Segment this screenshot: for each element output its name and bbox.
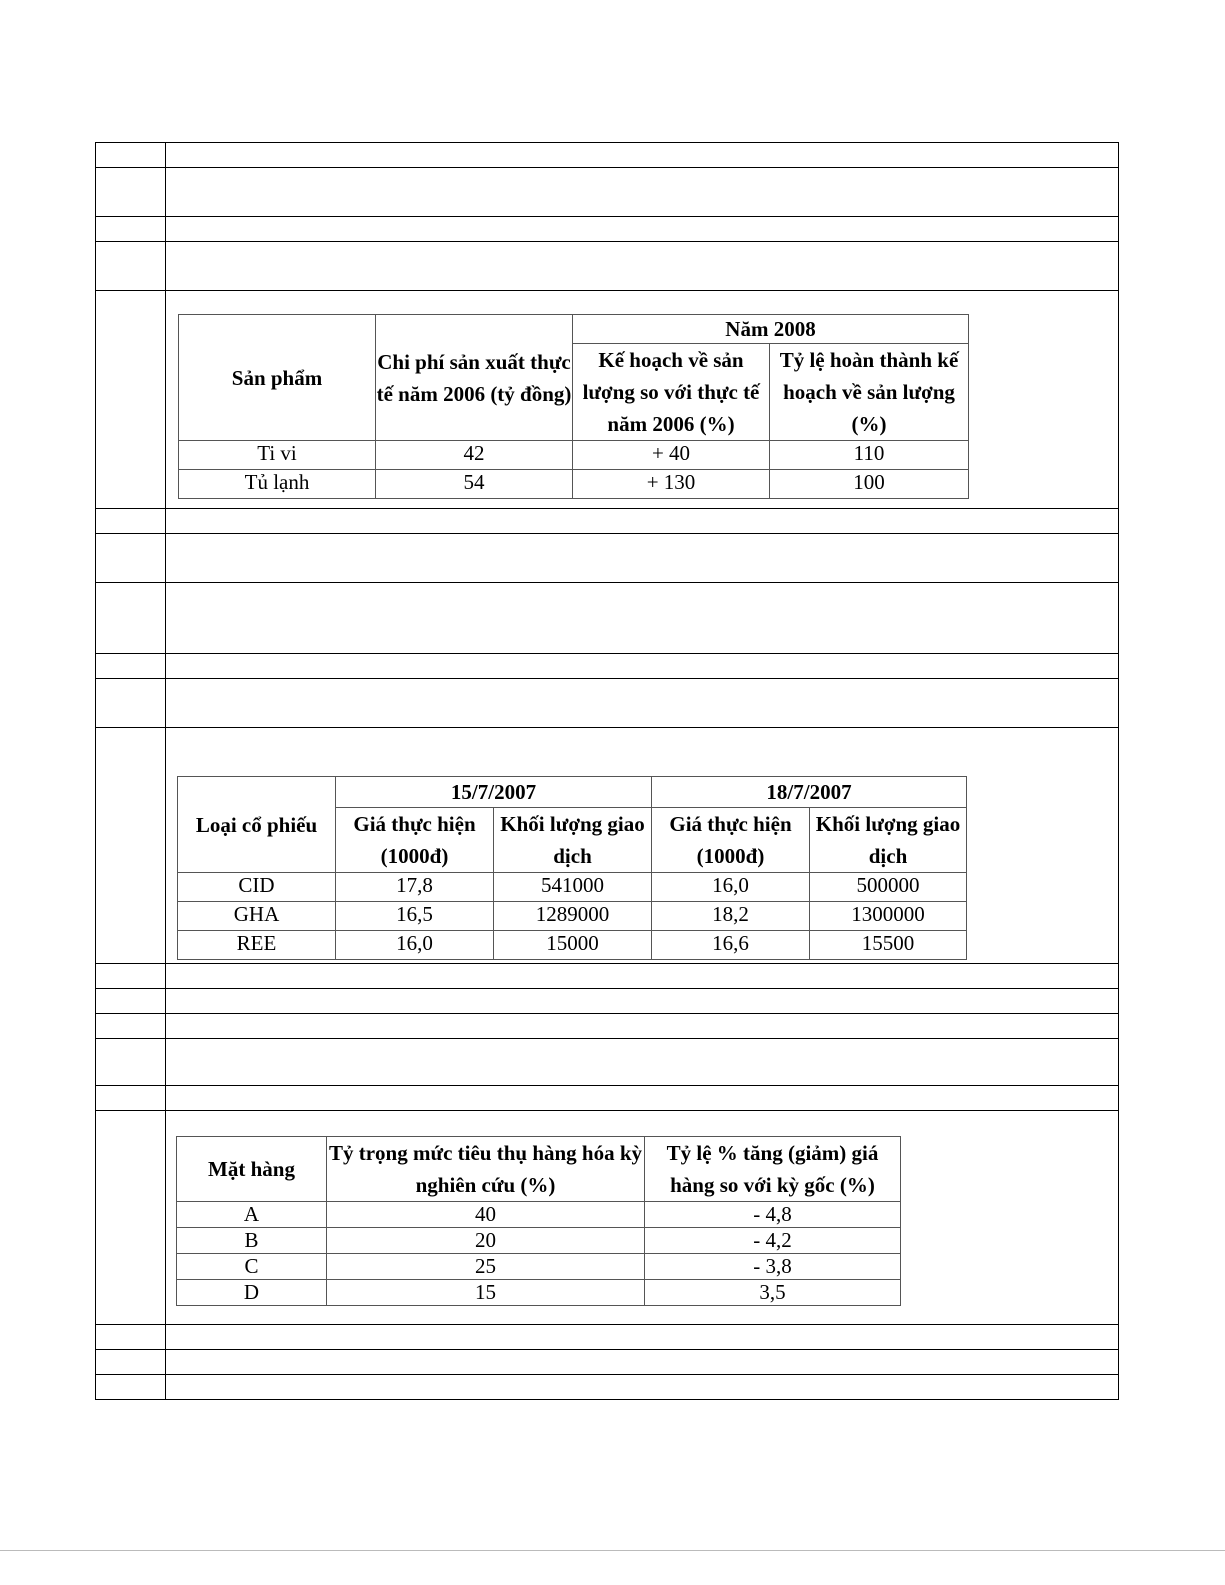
grid-row	[96, 964, 1119, 989]
grid-row	[96, 1375, 1119, 1400]
table-row: Ti vi 42 + 40 110	[179, 441, 969, 470]
page-footer-rule	[0, 1550, 1225, 1551]
grid-row	[96, 654, 1119, 679]
header-rate: Tỷ lệ hoàn thành kế hoạch về sản lượng (%)	[770, 344, 969, 441]
grid-row	[96, 679, 1119, 728]
header-share: Tỷ trọng mức tiêu thụ hàng hóa kỳ nghiên cứu (%)	[327, 1137, 645, 1202]
table-row: REE 16,0 15000 16,6 15500	[178, 931, 967, 960]
grid-row	[96, 1111, 1119, 1325]
goods-table	[176, 1136, 901, 1306]
header-price-1: Giá thực hiện (1000đ)	[336, 808, 494, 873]
outer-grid	[95, 142, 1119, 1400]
header-item: Mặt hàng	[177, 1137, 327, 1202]
header-change: Tỷ lệ % tăng (giảm) giá hàng so với kỳ gốc (%)	[645, 1137, 901, 1202]
grid-row	[96, 534, 1119, 583]
header-price-2: Giá thực hiện (1000đ)	[652, 808, 810, 873]
grid-row	[96, 583, 1119, 654]
table-row: A 40 - 4,8	[177, 1202, 901, 1228]
grid-row	[96, 1039, 1119, 1086]
grid-row	[96, 509, 1119, 534]
grid-row	[96, 143, 1119, 168]
grid-row	[96, 989, 1119, 1014]
table-row: C 25 - 3,8	[177, 1254, 901, 1280]
grid-row	[96, 242, 1119, 291]
header-date-2: 18/7/2007	[652, 777, 967, 808]
grid-row	[96, 1086, 1119, 1111]
header-cost: Chi phí sản xuất thực tế năm 2006 (tỷ đồng)	[376, 315, 573, 441]
grid-row	[96, 1350, 1119, 1375]
header-plan: Kế hoạch về sản lượng so với thực tế năm 2006 (%)	[573, 344, 770, 441]
stock-table	[177, 776, 967, 960]
header-stock-type: Loại cổ phiếu	[178, 777, 336, 873]
header-volume-2: Khối lượng giao dịch	[810, 808, 967, 873]
grid-row	[96, 291, 1119, 509]
header-product: Sản phẩm	[179, 315, 376, 441]
table-row: B 20 - 4,2	[177, 1228, 901, 1254]
grid-row	[96, 1014, 1119, 1039]
table-row: GHA 16,5 1289000 18,2 1300000	[178, 902, 967, 931]
table-row: CID 17,8 541000 16,0 500000	[178, 873, 967, 902]
grid-row	[96, 217, 1119, 242]
grid-row	[96, 728, 1119, 964]
grid-row	[96, 168, 1119, 217]
table-row: Tủ lạnh 54 + 130 100	[179, 470, 969, 499]
table-row: D 15 3,5	[177, 1280, 901, 1306]
production-table	[178, 314, 969, 499]
header-date-1: 15/7/2007	[336, 777, 652, 808]
header-volume-1: Khối lượng giao dịch	[494, 808, 652, 873]
grid-row	[96, 1325, 1119, 1350]
header-year: Năm 2008	[573, 315, 969, 344]
